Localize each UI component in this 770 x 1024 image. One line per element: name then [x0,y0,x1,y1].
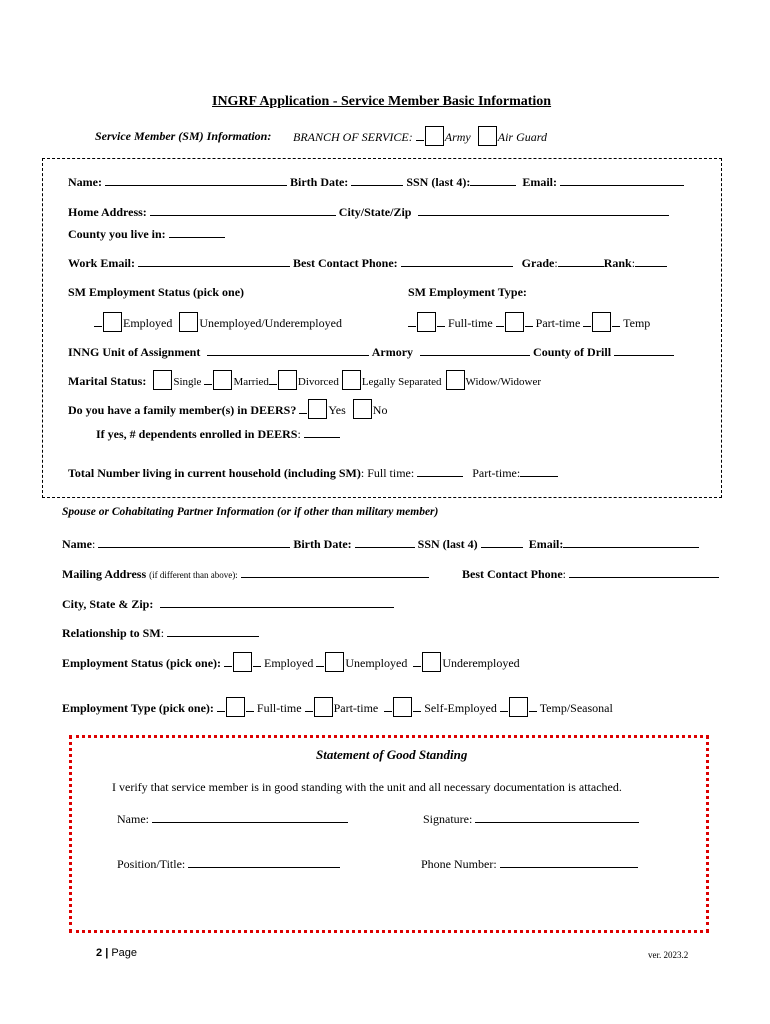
sm-grade-label: Grade [521,256,555,270]
sm-row-deers-count: If yes, # dependents enrolled in DEERS: [96,426,340,442]
sm-row-deers [68,399,387,419]
spouse-row-phone: Best Contact Phone: [462,566,719,582]
gs-phone-field[interactable] [500,856,638,868]
single-label: Single [173,376,202,388]
sm-full-time-checkbox[interactable] [417,312,436,332]
spouse-row-city [62,596,394,612]
sm-county-label: County you live in: [68,227,166,241]
spouse-name-label: Name [62,537,92,551]
sm-employed-checkbox[interactable] [103,312,122,332]
household-part-label: Part-time: [472,466,521,480]
sm-row-marital [68,370,541,390]
good-standing-statement: I verify that service member is in good standing with the unit and all necessary documentation is attached. [112,780,622,794]
household-full-field[interactable] [417,465,463,477]
spouse-email-field[interactable] [563,536,699,548]
sm-row-work: Work Email: Best Contact Phone: Grade: Rank: [68,255,667,271]
widow-checkbox[interactable] [446,370,465,390]
spouse-phone-field[interactable] [569,566,719,578]
spouse-full-time-checkbox[interactable] [226,697,245,717]
gs-row-position [117,856,340,872]
spouse-row-relationship: Relationship to SM: [62,625,259,641]
sm-part-time-checkbox[interactable] [505,312,524,332]
widow-label: Widow/Widower [465,376,542,388]
sm-emp-type-label: SM Employment Type: [408,285,527,299]
sm-marital-label: Marital Status: [68,374,147,388]
deers-question: Do you have a family member(s) in DEERS? [68,403,297,417]
gs-name-label: Name: [117,812,149,826]
sm-temp-checkbox[interactable] [592,312,611,332]
sm-ssn-label: SSN (last 4): [406,175,471,189]
sm-email-field[interactable] [560,174,684,186]
gs-row-name [117,811,348,827]
deers-no-label: No [372,403,388,417]
page-footer: 2 | Page [96,947,138,959]
sm-unit-label: INNG Unit of Assignment [68,345,201,359]
spouse-phone-label: Best Contact Phone [462,567,563,581]
sm-armory-field[interactable] [420,344,530,356]
spouse-relationship-label: Relationship to SM [62,626,161,640]
gs-row-phone [421,856,638,872]
sm-work-email-field[interactable] [138,255,290,267]
sm-row-address [68,204,669,220]
spouse-heading: Spouse or Cohabitating Partner Information (or if other than military member) [62,506,439,518]
sm-row-name [68,174,684,190]
household-label: Total Number living in current household (including SM) [68,466,361,480]
air-guard-checkbox[interactable] [478,126,497,146]
sm-row-unit [68,344,674,360]
gs-phone-label: Phone Number: [421,857,497,871]
spouse-relationship-field[interactable] [167,625,259,637]
sm-row-county [68,226,225,242]
good-standing-section [69,735,709,933]
sm-full-time-label: Full-time [448,316,493,330]
army-label: Army [444,130,471,144]
spouse-row-name: Name: Birth Date: SSN (last 4) Email: [62,536,699,552]
army-checkbox[interactable] [425,126,444,146]
spouse-row-mailing [62,566,429,582]
sm-unit-field[interactable] [207,344,369,356]
spouse-ssn-field[interactable] [481,536,523,548]
spouse-part-time-checkbox[interactable] [314,697,333,717]
sm-emp-status-options [94,312,342,332]
spouse-employed-label: Employed [264,656,314,670]
spouse-full-time-label: Full-time [256,701,302,715]
sm-ssn-field[interactable] [470,174,516,186]
spouse-unemployed-label: Unemployed [345,656,408,670]
sm-unemployed-label: Unemployed/Underemployed [199,316,342,330]
deers-yes-checkbox[interactable] [308,399,327,419]
sm-emp-type-options [408,312,650,332]
sm-county-drill-field[interactable] [614,344,674,356]
spouse-row-emp-status [62,652,520,672]
deers-count-field[interactable] [304,426,340,438]
spouse-city-field[interactable] [160,596,394,608]
spouse-birth-date-field[interactable] [355,536,415,548]
version-label: ver. 2023.2 [648,950,689,960]
sm-work-email-label: Work Email: [68,256,136,270]
spouse-part-time-label: Part-time [333,701,379,715]
deers-no-checkbox[interactable] [353,399,372,419]
gs-name-field[interactable] [152,811,348,823]
sm-unemployed-checkbox[interactable] [179,312,198,332]
sm-home-address-label: Home Address: [68,205,147,219]
single-checkbox[interactable] [153,370,172,390]
sm-email-label: Email: [522,175,557,189]
page-title: INGRF Application - Service Member Basic Information [212,94,552,109]
sm-armory-label: Armory [371,345,414,359]
spouse-emp-status-label: Employment Status (pick one): [62,656,222,670]
gs-position-field[interactable] [188,856,340,868]
spouse-unemployed-checkbox[interactable] [325,652,344,672]
sm-birth-date-label: Birth Date: [289,175,349,189]
legally-separated-label: Legally Separated [361,376,442,388]
married-checkbox[interactable] [213,370,232,390]
spouse-emp-type-label: Employment Type (pick one): [62,701,214,715]
sm-info-label [95,129,271,144]
spouse-temp-seasonal-label: Temp/Seasonal [539,701,613,715]
air-guard-label: Air Guard [497,130,547,144]
sm-rank-label: Rank [603,256,632,270]
sm-rank-field[interactable] [635,255,667,267]
spouse-city-label: City, State & Zip: [62,597,154,611]
married-label: Married [233,376,269,388]
gs-signature-field[interactable] [475,811,639,823]
sm-info-text: Service Member (SM) Information: [95,129,272,143]
spouse-temp-seasonal-checkbox[interactable] [509,697,528,717]
sm-employed-label: Employed [123,316,173,330]
household-part-field[interactable] [520,465,558,477]
sm-name-label: Name: [68,175,102,189]
sm-county-field[interactable] [169,226,225,238]
spouse-underemployed-label: Underemployed [442,656,520,670]
spouse-self-employed-checkbox[interactable] [393,697,412,717]
spouse-underemployed-checkbox[interactable] [422,652,441,672]
household-full-label: Full time: [367,466,415,480]
spouse-mailing-label: Mailing Address [62,567,147,581]
sm-grade-field[interactable] [558,255,604,267]
sm-best-phone-field[interactable] [401,255,513,267]
deers-yes-label: Yes [328,403,346,417]
spouse-row-emp-type [62,697,613,717]
spouse-email-label: Email: [528,537,564,551]
gs-position-label: Position/Title: [117,857,186,871]
deers-count-label: If yes, # dependents enrolled in DEERS [96,427,298,441]
sm-home-address-field[interactable] [150,204,336,216]
sm-row-household: Total Number living in current household (including SM): Full time: Part-time: [68,465,558,481]
spouse-employed-checkbox[interactable] [233,652,252,672]
sm-birth-date-field[interactable] [351,174,403,186]
spouse-birth-date-label: Birth Date: [293,537,352,551]
page-label: Page [111,947,138,959]
sm-name-field[interactable] [105,174,287,186]
sm-temp-label: Temp [623,316,651,330]
spouse-self-employed-label: Self-Employed [424,701,497,715]
spouse-mailing-field[interactable] [241,566,429,578]
spouse-ssn-label: SSN (last 4) [417,537,478,551]
good-standing-heading: Statement of Good Standing [316,747,468,762]
spouse-name-field[interactable] [98,536,290,548]
sm-emp-status-label: SM Employment Status (pick one) [68,285,245,299]
branch-row [293,126,547,146]
branch-label: BRANCH OF SERVICE: [293,130,413,144]
gs-signature-label: Signature: [423,812,473,826]
page-number: 2 [96,947,103,959]
divorced-checkbox[interactable] [278,370,297,390]
legally-separated-checkbox[interactable] [342,370,361,390]
sm-county-drill-label: County of Drill [533,345,612,359]
sm-best-phone-label: Best Contact Phone: [293,256,398,270]
sm-city-label: City/State/Zip [338,205,412,219]
sm-city-field[interactable] [418,204,669,216]
sm-part-time-label: Part-time [535,316,581,330]
gs-row-signature [423,811,639,827]
divorced-label: Divorced [297,376,339,388]
spouse-mailing-note: (if different than above): [149,570,238,580]
